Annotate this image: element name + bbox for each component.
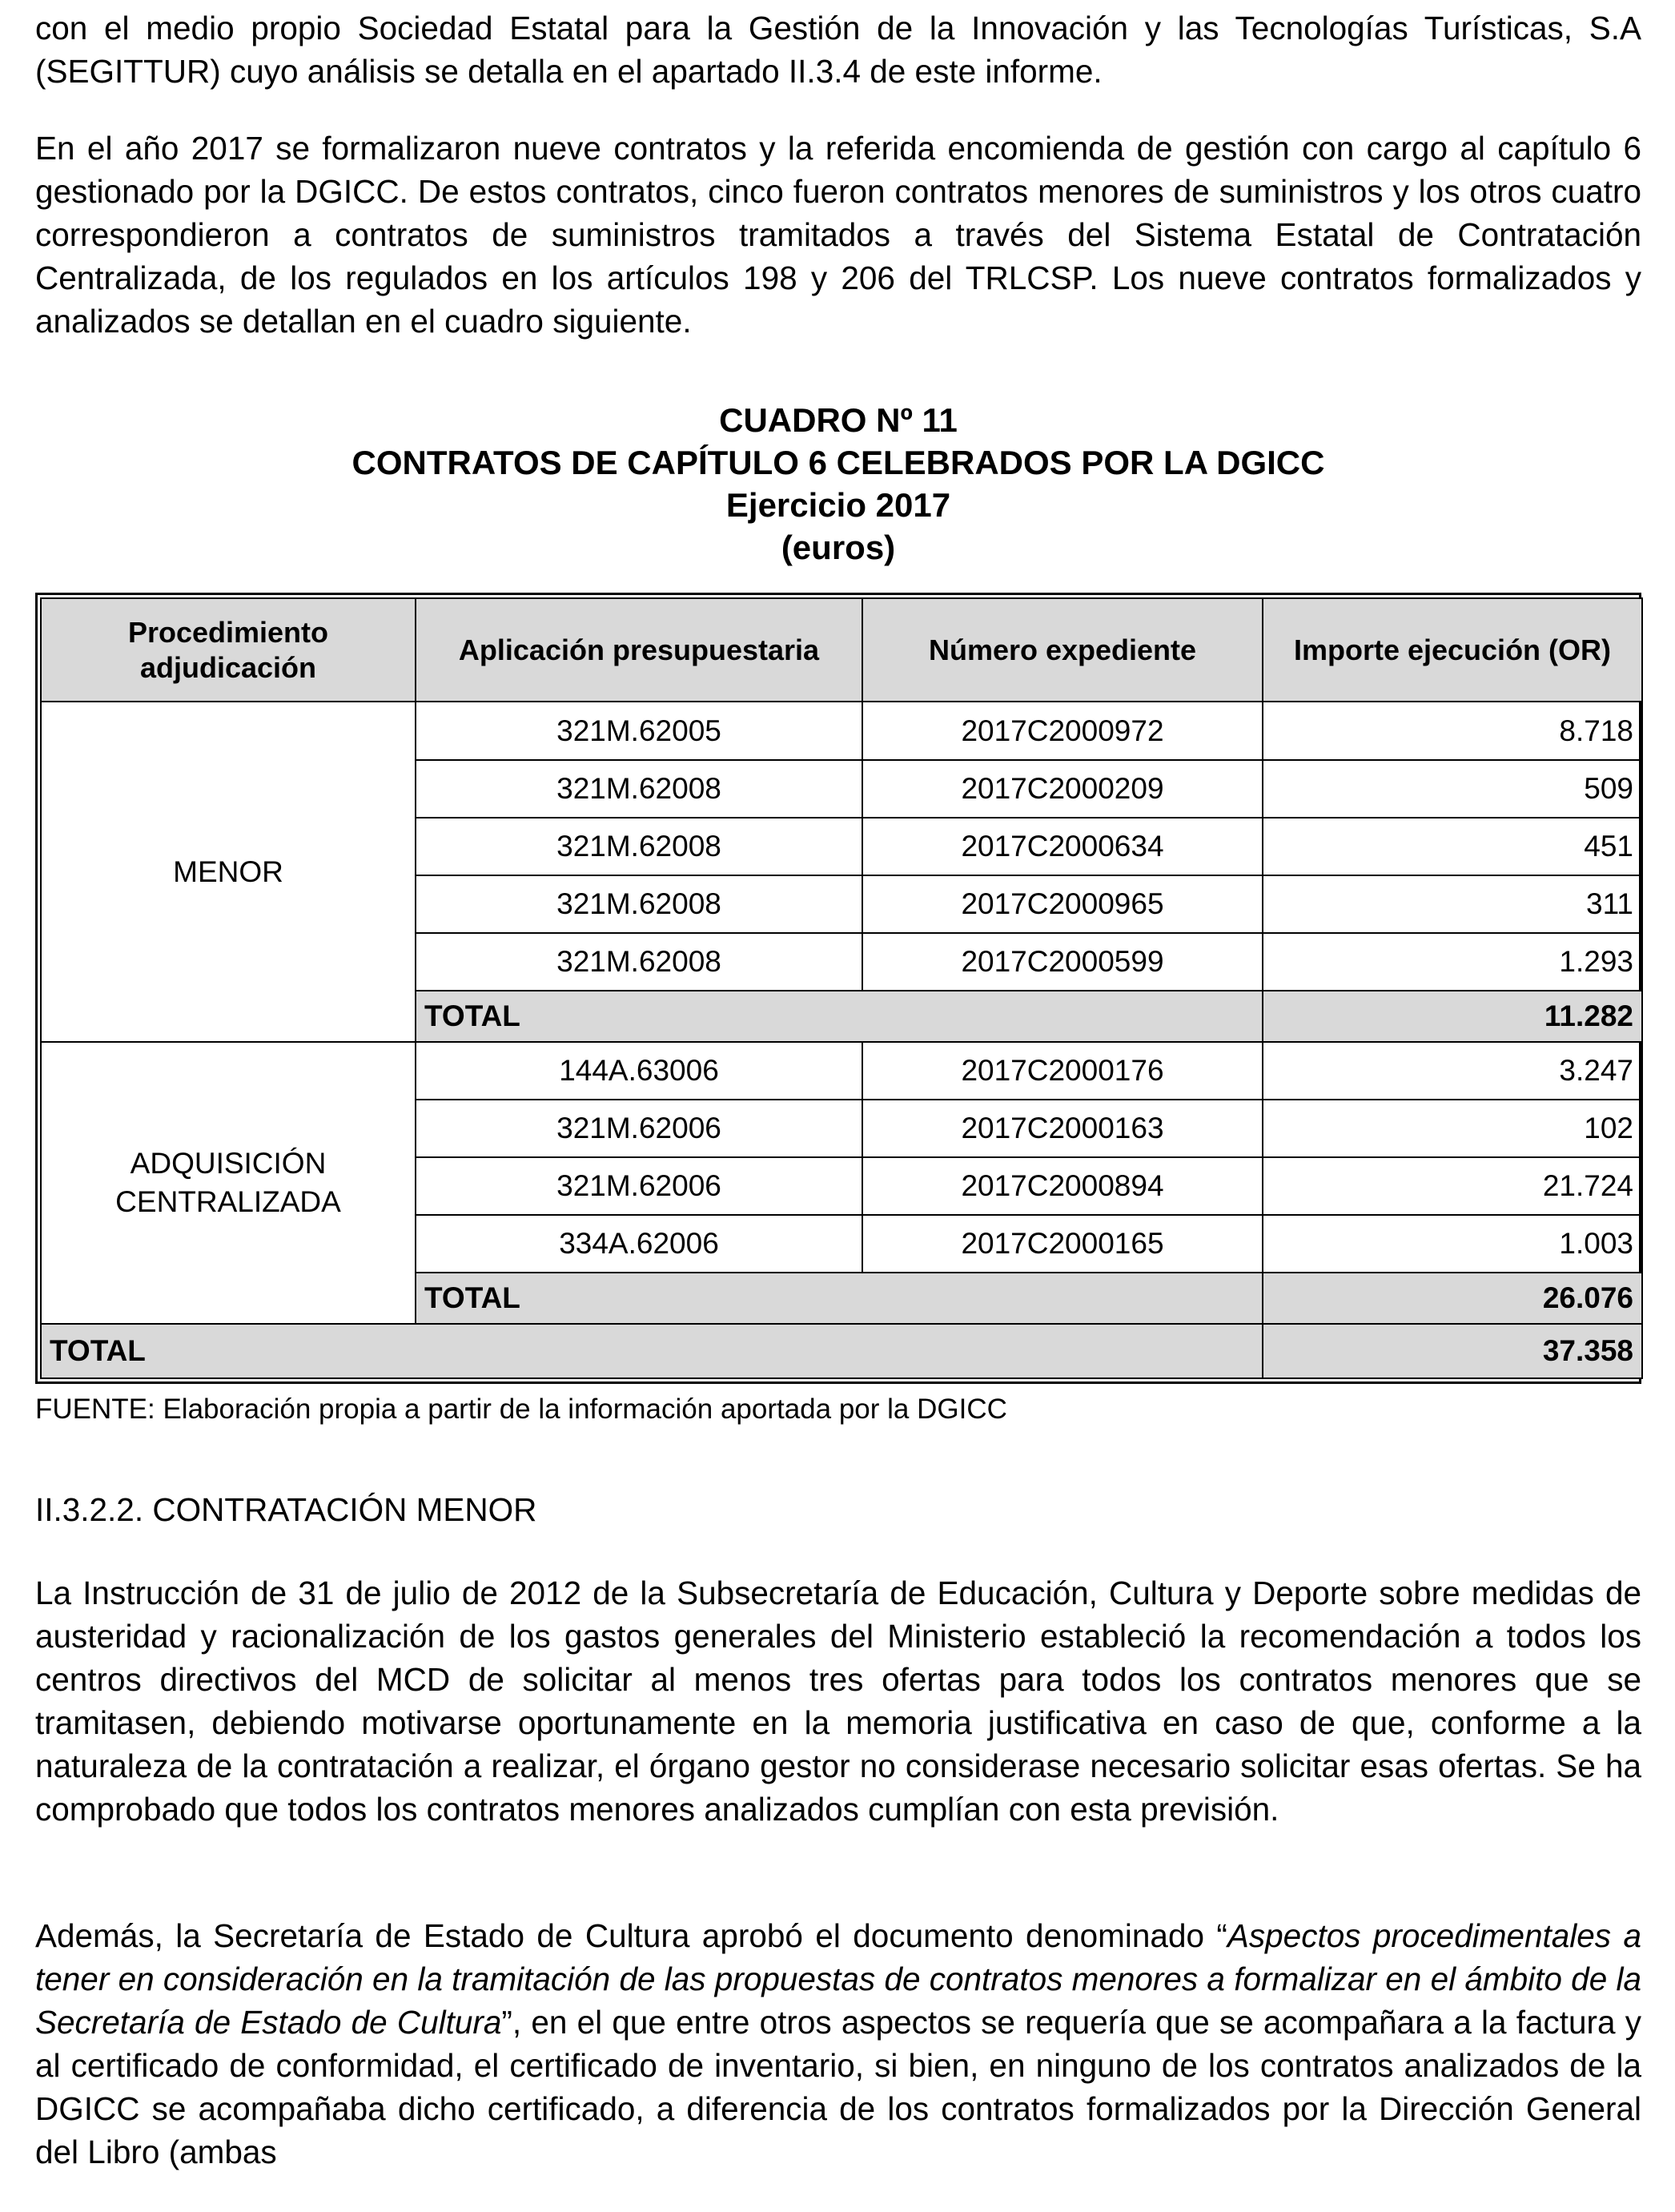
- document-title-italic: Aspectos procedimentales a tener en consideración en la tramitación de las propuestas de contratos menores a formalizar en el ámbito de la Secretaría de Estado de Cultura: [35, 1917, 1641, 2041]
- cell-importe: 21.724: [1263, 1157, 1642, 1215]
- paragraph-text: ”, en el que entre otros aspectos se requería que se acompañara a la factura y al certificado de conformidad, el certificado de inventario, si bien, en ninguno de los contratos analizados de la DGICC se acompañaba dicho certificado, a diferencia de los contratos formalizados por la Dirección General del Libro (ambas: [35, 2004, 1641, 2170]
- cell-importe: 3.247: [1263, 1042, 1642, 1100]
- subtotal-value: 11.282: [1263, 991, 1642, 1042]
- procedure-adquisicion-centralizada: [41, 1042, 416, 1324]
- paragraph-instruccion: La Instrucción de 31 de julio de 2012 de la Subsecretaría de Educación, Cultura y Deporte sobre medidas de austeridad y racionalización de los gastos generales del Ministerio estableció la recomendación a todos los centros directivos del MCD de solicitar al menos tres ofertas para todos los contratos menores que se tramitasen, debiendo motivarse oportunamente en la memoria justificativa en caso de que, conforme a la naturaleza de la contratación a realizar, el órgano gestor no considerase necesario solicitar esas ofertas. Se ha comprobado que todos los contratos menores analizados cumplían con esta previsión.: [35, 1575, 1641, 1828]
- cell-expediente: 2017C2000163: [862, 1100, 1263, 1157]
- cell-expediente: 2017C2000965: [862, 875, 1263, 933]
- header-aplicacion: Aplicación presupuestaria: [416, 598, 862, 702]
- grand-total-row: [41, 1324, 1642, 1378]
- cell-expediente: 2017C2000165: [862, 1215, 1263, 1273]
- table-header-row: [41, 598, 1642, 702]
- procedure-line: CENTRALIZADA: [115, 1184, 341, 1218]
- caption-number: CUADRO Nº 11: [719, 401, 958, 439]
- cell-expediente: 2017C2000972: [862, 702, 1263, 759]
- cell-aplicacion: 144A.63006: [416, 1042, 862, 1100]
- cell-expediente: 2017C2000599: [862, 933, 1263, 991]
- caption-title: CONTRATOS DE CAPÍTULO 6 CELEBRADOS POR LA DGICC: [351, 444, 1325, 481]
- header-importe: Importe ejecución (OR): [1263, 598, 1642, 702]
- cell-importe: 1.003: [1263, 1215, 1642, 1273]
- table-row: [41, 702, 1642, 759]
- cell-aplicacion: 321M.62006: [416, 1157, 862, 1215]
- caption-year: Ejercicio 2017: [725, 486, 951, 524]
- cell-importe: 451: [1263, 818, 1642, 875]
- cell-aplicacion: 321M.62008: [416, 933, 862, 991]
- section-heading: II.3.2.2. CONTRATACIÓN MENOR: [35, 1491, 537, 1528]
- procedure-line: ADQUISICIÓN: [130, 1146, 327, 1180]
- subtotal-label: TOTAL: [416, 991, 1263, 1042]
- cell-importe: 509: [1263, 760, 1642, 818]
- table-source-note: FUENTE: Elaboración propia a partir de la información aportada por la DGICC: [35, 1394, 1007, 1425]
- cell-aplicacion: 334A.62006: [416, 1215, 862, 1273]
- contracts-table: [35, 593, 1641, 1384]
- cell-expediente: 2017C2000176: [862, 1042, 1263, 1100]
- cell-aplicacion: 321M.62005: [416, 702, 862, 759]
- subtotal-label: TOTAL: [416, 1273, 1263, 1324]
- cell-aplicacion: 321M.62008: [416, 818, 862, 875]
- grand-total-label: TOTAL: [41, 1324, 1263, 1378]
- cell-importe: 8.718: [1263, 702, 1642, 759]
- cell-expediente: 2017C2000894: [862, 1157, 1263, 1215]
- table-caption: [35, 399, 1641, 569]
- header-expediente: Número expediente: [862, 598, 1263, 702]
- cell-importe: 1.293: [1263, 933, 1642, 991]
- caption-unit: (euros): [781, 529, 896, 566]
- cell-aplicacion: 321M.62006: [416, 1100, 862, 1157]
- paragraph-text: Además, la Secretaría de Estado de Cultura aprobó el documento denominado “: [35, 1917, 1227, 1954]
- paragraph-contracts-2017: En el año 2017 se formalizaron nueve contratos y la referida encomienda de gestión con cargo al capítulo 6 gestionado por la DGICC. De estos contratos, cinco fueron contratos menores de suministros y los otros cuatro correspondieron a contratos de suministros tramitados a través del Sistema Estatal de Contratación Centralizada, de los regulados en los artículos 198 y 206 del TRLCSP. Los nueve contratos formalizados y analizados se detallan en el cuadro siguiente.: [35, 130, 1641, 340]
- paragraph-segittur: con el medio propio Sociedad Estatal para la Gestión de la Innovación y las Tecnologías Turísticas, S.A (SEGITTUR) cuyo análisis se detalla en el apartado II.3.4 de este informe.: [35, 10, 1641, 90]
- paragraph-secretaria: [35, 1914, 1641, 2174]
- cell-importe: 102: [1263, 1100, 1642, 1157]
- cell-aplicacion: 321M.62008: [416, 760, 862, 818]
- cell-expediente: 2017C2000634: [862, 818, 1263, 875]
- grand-total-value: 37.358: [1263, 1324, 1642, 1378]
- header-procedimiento: Procedimiento adjudicación: [41, 598, 416, 702]
- table-row: [41, 1042, 1642, 1100]
- cell-aplicacion: 321M.62008: [416, 875, 862, 933]
- cell-expediente: 2017C2000209: [862, 760, 1263, 818]
- subtotal-value: 26.076: [1263, 1273, 1642, 1324]
- cell-importe: 311: [1263, 875, 1642, 933]
- procedure-menor: MENOR: [41, 702, 416, 1041]
